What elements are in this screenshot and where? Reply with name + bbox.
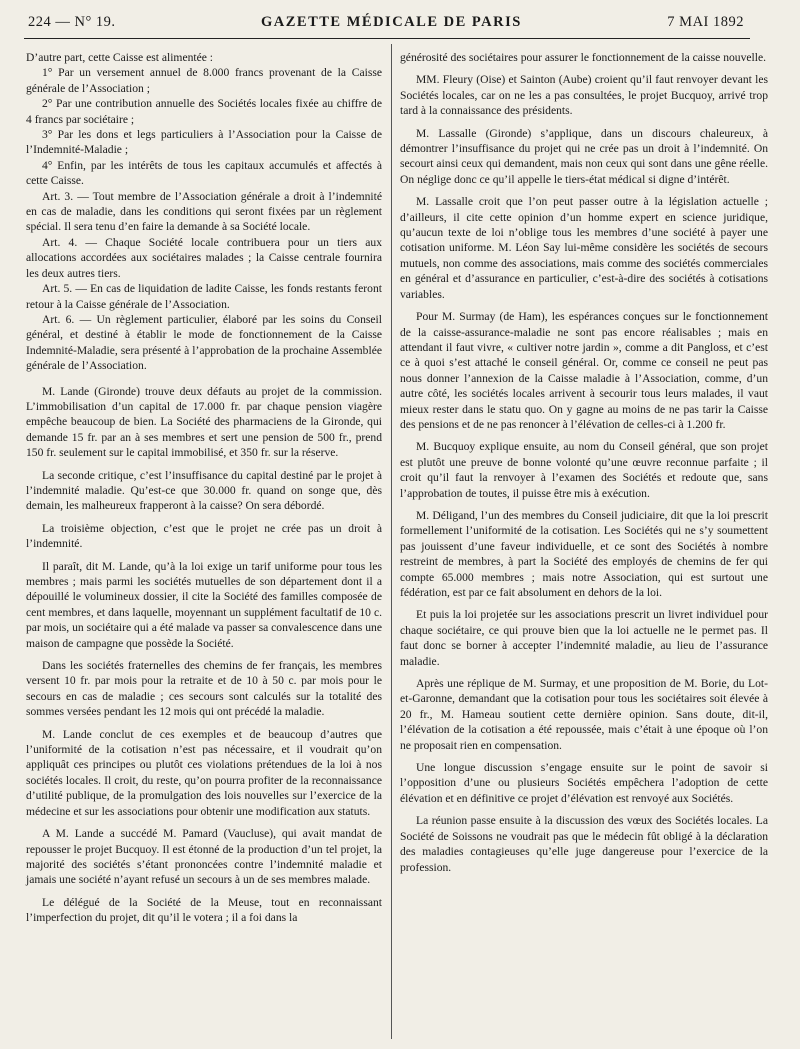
- paragraph: Le délégué de la Société de la Meuse, tout en reconnaissant l’imperfection du projet, dit qu’il le votera ; il a foi dans la: [26, 895, 382, 925]
- paragraph: La réunion passe ensuite à la discussion des vœux des Sociétés locales. La Société de Soissons ne voudrait pas que le médecin fût obligé à la déclaration des maladies contagieuses qu’elle juge dangereuse pour l’exercice de la profession.: [400, 814, 768, 874]
- article-paragraph: Art. 4. — Chaque Société locale contribuera pour un tiers aux allocations accordées aux sociétaires malades ; la Caisse centrale fournira les deux autres tiers.: [26, 235, 382, 280]
- paragraph: 4° Enfin, par les intérêts de tous les capitaux accumulés et affectés à cette Caisse.: [26, 158, 382, 188]
- paragraph: Dans les sociétés fraternelles des chemins de fer français, les membres versent 10 fr. par mois pour la retraite et de 10 à 50 c. par mois pour le secours en cas de maladie ; ces secours sont calculés sur la totalité des sommes versées pendant les 12 mois qui ont précédé la maladie.: [26, 659, 382, 719]
- paragraph: La seconde critique, c’est l’insuffisance du capital destiné par le projet à l’indemnité maladie. Qu’est-ce que 30.000 fr. quand on songe que, dès demain, les malheureux frapperont à la caisse? On sera débordé.: [26, 468, 382, 513]
- paragraph: M. Bucquoy explique ensuite, au nom du Conseil général, que son projet est plutôt une preuve de bonne volonté qu’une œuvre reconnue parfaite ; il croit qu’il faut la renvoyer à l’examen des Sociétés et redoute que, sans l’approbation de toutes, il puisse être mis à exécution.: [400, 440, 768, 500]
- page-header: [28, 14, 744, 38]
- paragraph: A M. Lande a succédé M. Pamard (Vaucluse), qui avait mandat de repousser le projet Bucquoy. Il est étonné de la production d’un tel projet, la majorité des sociétés s’étant prononcées contre l’indemnité maladie et jamais une société n’ayant refusé un secours à un de ses membres malade.: [26, 827, 382, 887]
- journal-title: GAZETTE MÉDICALE DE PARIS: [261, 14, 522, 30]
- article-paragraph: Art. 6. — Un règlement particulier, élaboré par les soins du Conseil général, et destiné à établir le mode de fonctionnement de la Caisse Indemnité-Maladie, sera présenté à l’approbation de la prochaine Assemblée générale de l’Association.: [26, 312, 382, 373]
- paragraph: La troisième objection, c’est que le projet ne crée pas un droit à l’indemnité.: [26, 521, 382, 551]
- paragraph: Il paraît, dit M. Lande, qu’à la loi exige un tarif uniforme pour tous les membres ; mais parmi les sociétés mutuelles de son département dont il a dépouillé le volumineux dossier, il cite la Société des familles composée de cent membres, et dans laquelle, moyennant un supplément facultatif de 10 c. par mois, un sociétaire qui a été malade va passer sa convalescence dans une maison de campagne que possède la Société.: [26, 559, 382, 650]
- left-column: [26, 50, 382, 1040]
- paragraph: M. Lande (Gironde) trouve deux défauts au projet de la commission. L’immobilisation d’un capital de 17.000 fr. par chaque pension viagère empêche beaucoup de bien. La Société des pharmaciens de la Gironde, qui demande 15 fr. par an à ses membres et sert une pension de 500 fr., prend 150 fr. seulement sur le capital immobilisé, et 350 fr. sur la réserve.: [26, 384, 382, 460]
- article-paragraph: Art. 5. — En cas de liquidation de ladite Caisse, les fonds restants feront retour à la Caisse générale de l’Association.: [26, 282, 382, 311]
- paragraph: MM. Fleury (Oise) et Sainton (Aube) croient qu’il faut renvoyer devant les Sociétés locales, car on ne les a pas consultées, le projet Bucquoy, arrivé trop tard à la connaissance des présidents.: [400, 73, 768, 118]
- paragraph: D’autre part, cette Caisse est alimentée :: [26, 51, 214, 64]
- paragraph: M. Lande conclut de ces exemples et de beaucoup d’autres que l’uniformité de la cotisation n’est pas nécessaire, et il voudrait qu’on appliquât ces principes ou plutôt ces violations prétendues de la loi à nos sociétés locales. Il croit, du reste, qu’on pourra profiter de la reconnaissance d’utilité publique, de la promulgation des lois nouvelles sur l’exercice de la médecine et sur les associations pour obtenir une modification aux statuts.: [26, 727, 382, 818]
- issue-date: 7 MAI 1892: [667, 14, 744, 30]
- paragraph: Pour M. Surmay (de Ham), les espérances conçues sur le fonctionnement de la caisse-assurance-maladie ne sont pas encore réalisables ; mais en attendant il faut vivre, « cultiver notre jardin », comme a dit Pangloss, et c’est ce à quoi s’est attaché le conseil général. Or, comme ce conseil ne peut pas nous donner l’annexion de la Caisse maladie à l’Association, comme, d’un autre côté, les sociétés locales arrivent à secourir tous leurs malades, il vaut mieux rester dans le statu quo. On y gagne au moins de ne pas tarir la Caisse des pensions et de ne pas renoncer à l’élévation de celles-ci à 1.200 fr.: [400, 310, 768, 431]
- paragraph: générosité des sociétaires pour assurer le fonctionnement de la caisse nouvelle.: [400, 51, 767, 64]
- paragraph: 3° Par les dons et legs particuliers à l’Association pour la Caisse de l’Indemnité-Maladie ;: [26, 128, 382, 157]
- right-column: [400, 50, 768, 1040]
- paragraph: M. Déligand, l’un des membres du Conseil judiciaire, dit que la loi prescrit formellement l’uniformité de la cotisation. Les Sociétés qui ne s’y soumettent pas jouissent d’une faveur individuelle, et ce sont des Sociétés à nombre restreint de membres, à part la Société des employés de chemins de fer qui compte 65.000 membres ; mais notre Association, qui est surtout une fédération, est par ce fait absolument en dehors de la loi.: [400, 508, 768, 599]
- paragraph: Une longue discussion s’engage ensuite sur le point de savoir si l’opposition d’une ou plusieurs Sociétés empêchera l’adoption de cette élévation et en définitive ce projet d’élévation est renvoyé aux Sociétés.: [400, 761, 768, 805]
- page-number: 224 — N° 19.: [28, 14, 116, 30]
- header-rule: [24, 38, 750, 39]
- paragraph: M. Lassalle (Gironde) s’applique, dans un discours chaleureux, à démontrer l’insuffisance du projet qui ne crée pas un droit à l’indemnité. On secourt ainsi ceux qui demandent, mais non ceux qui sont dans une gêne réelle. On néglige donc ce qu’il appelle le tiers-état médical si digne d’intérêt.: [400, 126, 768, 186]
- article-paragraph: Art. 3. — Tout membre de l’Association générale a droit à l’indemnité en cas de maladie, dans les conditions qui seront fixées par un règlement spécial. Il sera tenu d’en faire la demande à sa Société locale.: [26, 189, 382, 234]
- paragraph: M. Lassalle croit que l’on peut passer outre à la législation actuelle ; d’ailleurs, il cite cette opinion d’un homme expert en science juridique, qu’aucun texte de loi n’oblige tous les membres d’une société à payer une cotisation uniforme. M. Léon Say lui-même considère les sociétés de secours mutuels, non comme des associations, mais comme des sociétés commerciales en général et d’assurance en particulier, c’est-à-dire des sociétés à cotisations variables.: [400, 195, 768, 301]
- paragraph: Et puis la loi projetée sur les associations prescrit un livret individuel pour chaque sociétaire, ce qui prouve bien que la loi actuelle ne le permet pas. Il faut donc se borner à accepter l’indemnité maladie, au lieu de l’assurance maladie.: [400, 608, 768, 668]
- paragraph: 2° Par une contribution annuelle des Sociétés locales fixée au chiffre de 4 francs par sociétaire ;: [26, 97, 382, 126]
- column-divider: [391, 44, 392, 1039]
- paragraph: Après une réplique de M. Surmay, et une proposition de M. Borie, du Lot-et-Garonne, demandant que la cotisation pour tous les sociétaires soit élevée à 20 fr., M. Hameau soutient cette dernière opinion. Sans doute, dit-il, l’élévation de la cotisation a été repoussée, mais c’était à une époque où l’on ne proposait rien en compensation.: [400, 677, 768, 752]
- paragraph: 1° Par un versement annuel de 8.000 francs provenant de la Caisse générale de l’Association ;: [26, 66, 382, 95]
